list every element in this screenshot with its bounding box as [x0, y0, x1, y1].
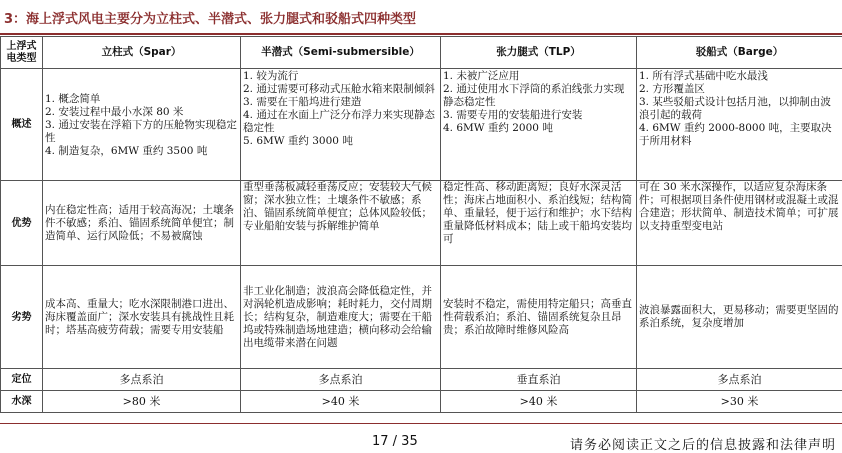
overview-spar-2: 2. 安装过程中最小水深 80 米 — [45, 106, 238, 119]
advantages-barge: 可在 30 米水深操作，以适应复杂海床条件；可根据项目条件使用钢材或混凝土或混合建造；形状简单、制造技术简单；可扩展以支持重型变电站 — [637, 181, 842, 266]
overview-barge — [637, 69, 842, 181]
overview-tlp-2: 2. 通过使用水下浮筒的系泊线张力实现静态稳定性 — [443, 83, 634, 109]
advantages-tlp: 稳定性高、移动距离短；良好水深灵活性；海床占地面积小、系泊线短；结构简单、重量轻，便于运行和维护；水下结构重量降低材料成本；陆上或干船坞安装均可 — [441, 181, 637, 266]
depth-semi: >40 米 — [241, 391, 441, 413]
overview-barge-2: 2. 方形覆盖区 — [639, 83, 840, 96]
row-label-advantages: 优势 — [1, 181, 43, 266]
header-spar: 立柱式（Spar） — [43, 37, 241, 69]
disadvantages-spar: 成本高、重量大；吃水深限制港口进出、海床覆盖面广；深水安装具有挑战性且耗时；塔基高疲劳荷载；需要专用安装船 — [43, 266, 241, 369]
row-label-depth: 水深 — [1, 391, 43, 413]
depth-barge: >30 米 — [637, 391, 842, 413]
header-barge: 驳船式（Barge） — [637, 37, 842, 69]
overview-semi — [241, 69, 441, 181]
overview-spar-3: 3. 通过安装在浮箱下方的压舱物实现稳定性 — [45, 119, 238, 145]
overview-tlp-3: 3. 需要专用的安装船进行安装 — [443, 109, 634, 122]
header-semi-submersible: 半潜式（Semi-submersible） — [241, 37, 441, 69]
footer-divider — [0, 423, 842, 424]
advantages-row — [1, 181, 842, 266]
header-row — [1, 37, 842, 69]
title-divider — [0, 33, 842, 35]
overview-spar — [43, 69, 241, 181]
disadvantages-barge: 波浪暴露面积大，更易移动；需要更坚固的系泊系统，复杂度增加 — [637, 266, 842, 369]
depth-tlp: >40 米 — [441, 391, 637, 413]
overview-tlp-4: 4. 6MW 重约 2000 吨 — [443, 122, 634, 135]
disadvantages-tlp: 安装时不稳定，需使用特定船只；高垂直性荷载系泊；系泊、锚固系统复杂且昂贵；系泊故障时维修风险高 — [441, 266, 637, 369]
corner-cell: 上浮式电类型 — [1, 37, 43, 69]
overview-tlp-1: 1. 未被广泛应用 — [443, 70, 634, 83]
positioning-tlp: 垂直系泊 — [441, 369, 637, 391]
depth-row — [1, 391, 842, 413]
overview-semi-3: 3. 需要在干船坞进行建造 — [243, 96, 438, 109]
legal-disclaimer: 请务必阅读正文之后的信息披露和法律声明 — [570, 434, 836, 453]
overview-semi-1: 1. 较为流行 — [243, 70, 438, 83]
overview-semi-2: 2. 通过需要可移动式压舱水箱来限制倾斜 — [243, 83, 438, 96]
overview-semi-5: 5. 6MW 重约 3000 吨 — [243, 135, 438, 148]
row-label-disadvantages: 劣势 — [1, 266, 43, 369]
overview-spar-1: 1. 概念简单 — [45, 93, 238, 106]
overview-row — [1, 69, 842, 181]
disadvantages-row — [1, 266, 842, 369]
table-title: 3：海上浮式风电主要分为立柱式、半潜式、张力腿式和驳船式四种类型 — [4, 8, 416, 27]
depth-spar: >80 米 — [43, 391, 241, 413]
overview-barge-1: 1. 所有浮式基础中吃水最浅 — [639, 70, 840, 83]
positioning-row — [1, 369, 842, 391]
positioning-semi: 多点系泊 — [241, 369, 441, 391]
advantages-semi: 重型垂荡板减轻垂荡反应；安装较大气候窗；深水独立性；土壤条件不敏感；系泊、锚固系统简单便宜；总体风险较低；专业船舶安装与拆解维护简单 — [241, 181, 441, 266]
positioning-barge: 多点系泊 — [637, 369, 842, 391]
advantages-spar: 内在稳定性高；适用于较高海况；土壤条件不敏感；系泊、锚固系统简单便宜；制造简单、运行风险低；不易被腐蚀 — [43, 181, 241, 266]
overview-tlp — [441, 69, 637, 181]
overview-semi-4: 4. 通过在水面上广泛分布浮力来实现静态稳定性 — [243, 109, 438, 135]
overview-spar-4: 4. 制造复杂，6MW 重约 3500 吨 — [45, 145, 238, 158]
overview-barge-4: 4. 6MW 重约 2000-8000 吨，主要取决于所用材料 — [639, 122, 840, 148]
header-tlp: 张力腿式（TLP） — [441, 37, 637, 69]
overview-barge-3: 3. 某些驳船式设计包括月池，以抑制由波浪引起的载荷 — [639, 96, 840, 122]
floating-wind-types-table — [0, 36, 842, 413]
row-label-overview: 概述 — [1, 69, 43, 181]
row-label-positioning: 定位 — [1, 369, 43, 391]
positioning-spar: 多点系泊 — [43, 369, 241, 391]
disadvantages-semi: 非工业化制造；波浪高会降低稳定性，并对涡轮机造成影响；耗时耗力，交付周期长；结构复杂，制造难度大；需要在干船坞或特殊制造场地建造；横向移动会给输出电缆带来潜在问题 — [241, 266, 441, 369]
page-number: 17 / 35 — [372, 434, 418, 449]
